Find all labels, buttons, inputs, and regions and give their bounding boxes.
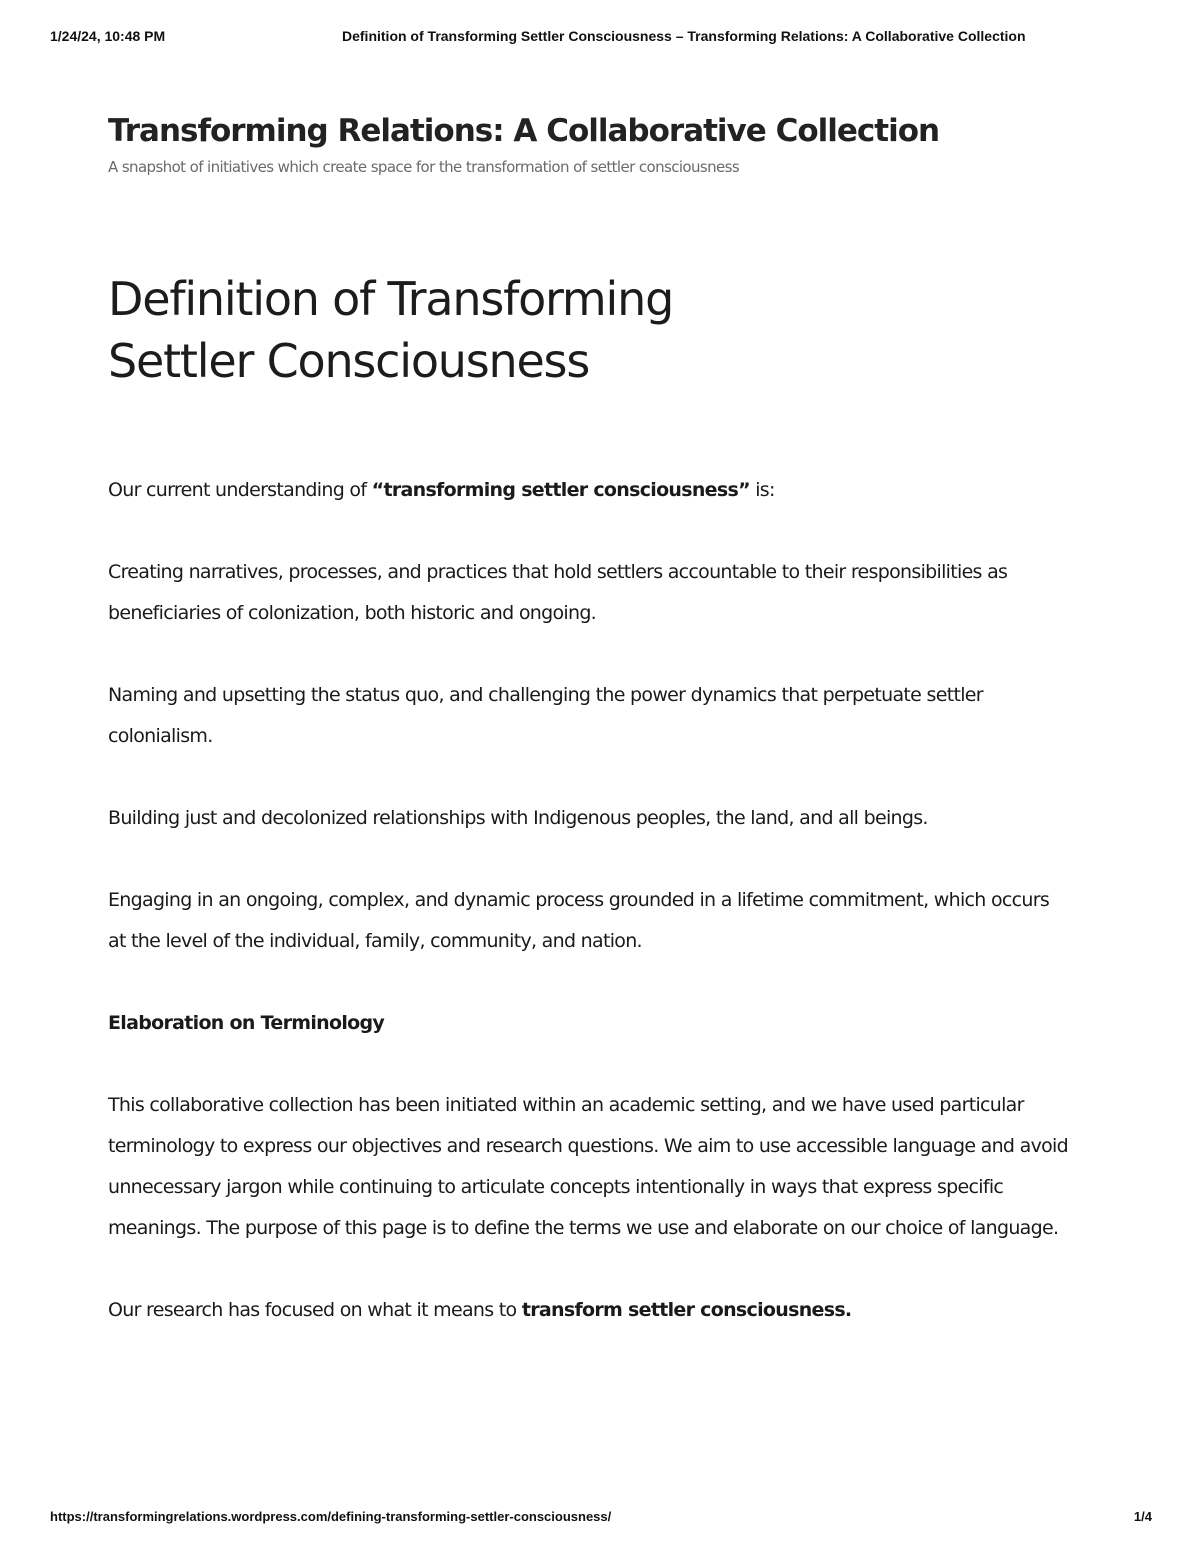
site-header	[108, 110, 1108, 176]
entry-content	[108, 470, 1068, 1372]
page-number: 1/4	[1133, 1509, 1152, 1524]
page-title-line-2: Settler Consciousness	[108, 334, 590, 388]
intro-text-before: Our current understanding of	[108, 479, 372, 501]
intro-term: “transforming settler consciousness”	[371, 479, 750, 501]
page-title-line-1: Definition of Transforming	[108, 272, 674, 326]
print-document-title: Definition of Transforming Settler Consciousness – Transforming Relations: A Collaborative Collection	[342, 28, 1026, 44]
intro-text-after: is:	[749, 479, 775, 501]
site-tagline: A snapshot of initiatives which create space for the transformation of settler consciousness	[108, 158, 740, 176]
research-text-before: Our research has focused on what it means to	[108, 1299, 522, 1321]
print-url: https://transformingrelations.wordpress.com/defining-transforming-settler-consciousness/	[50, 1509, 612, 1524]
site-title[interactable]: Transforming Relations: A Collaborative Collection	[108, 113, 940, 149]
definition-paragraph-3: Building just and decolonized relationships with Indigenous peoples, the land, and all beings.	[108, 807, 928, 829]
intro-paragraph	[108, 470, 1068, 511]
print-header	[50, 28, 1152, 48]
section-heading	[108, 1003, 1068, 1044]
definition-paragraph-1: Creating narratives, processes, and practices that hold settlers accountable to their responsibilities as beneficiaries of colonization, both historic and ongoing.	[108, 561, 1008, 624]
section-heading-text: Elaboration on Terminology	[108, 1012, 385, 1034]
definition-paragraph-2: Naming and upsetting the status quo, and challenging the power dynamics that perpetuate settler colonialism.	[108, 684, 983, 747]
page-title	[108, 268, 808, 392]
print-footer	[50, 1509, 1152, 1529]
definition-paragraph-4: Engaging in an ongoing, complex, and dynamic process grounded in a lifetime commitment, which occurs at the level of the individual, family, community, and nation.	[108, 889, 1050, 952]
research-term: transform settler consciousness.	[521, 1299, 852, 1321]
terminology-paragraph: This collaborative collection has been initiated within an academic setting, and we have used particular terminology to express our objectives and research questions. We aim to use accessible language and avoid unnecessary jargon while continuing to articulate concepts intentionally in ways that express specific meanings. The purpose of this page is to define the terms we use and elaborate on our choice of language.	[108, 1094, 1068, 1239]
print-datetime: 1/24/24, 10:48 PM	[50, 28, 166, 44]
research-paragraph	[108, 1290, 1068, 1331]
